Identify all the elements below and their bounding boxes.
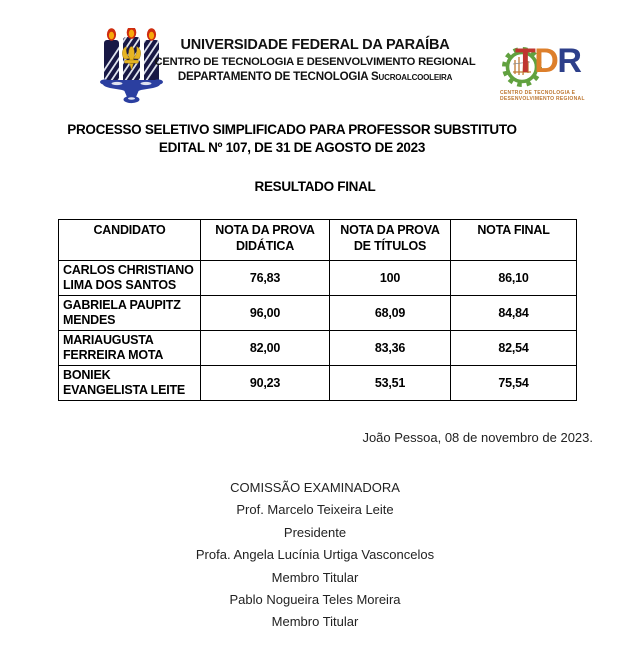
committee-member-name: Pablo Nogueira Teles Moreira (229, 592, 401, 608)
column-header-nota-didatica: NOTA DA PROVA DIDÁTICA (201, 220, 330, 261)
examining-committee (0, 477, 630, 634)
committee-heading: COMISSÃO EXAMINADORA (230, 480, 400, 495)
committee-member-role: Membro Titular (271, 614, 359, 630)
ctdr-caption-line1: CENTRO DE TECNOLOGIA E (500, 90, 576, 96)
didactic-score-cell: 76,83 (201, 261, 330, 296)
didactic-score-cell: 82,00 (201, 331, 330, 366)
titles-score-cell: 53,51 (330, 366, 451, 401)
didactic-score-cell: 90,23 (201, 366, 330, 401)
titles-score-cell: 83,36 (330, 331, 451, 366)
column-header-nota-final: NOTA FINAL (451, 220, 577, 261)
result-heading: RESULTADO FINAL (254, 179, 376, 194)
ctdr-letter-r: R (557, 42, 581, 80)
committee-member-role: Presidente (283, 524, 347, 540)
final-score-cell: 86,10 (451, 261, 577, 296)
ctdr-logo (499, 40, 591, 106)
ctdr-letters (515, 44, 580, 78)
committee-member-name: Profa. Angela Lucínia Urtiga Vasconcelos (195, 547, 435, 563)
candidate-name-cell: MARIAUGUSTA FERREIRA MOTA (59, 331, 201, 366)
edital-line: EDITAL Nº 107, DE 31 DE AGOSTO DE 2023 (158, 139, 426, 155)
titles-score-cell: 100 (330, 261, 451, 296)
table-row (59, 261, 577, 296)
didactic-score-cell: 96,00 (201, 296, 330, 331)
titles-score-cell: 68,09 (330, 296, 451, 331)
ctdr-caption-line2: DESENVOLVIMENTO REGIONAL (500, 96, 585, 102)
candidate-name-cell: GABRIELA PAUPITZ MENDES (59, 296, 201, 331)
process-title-line: PROCESSO SELETIVO SIMPLIFICADO PARA PROFESSOR SUBSTITUTO (67, 122, 517, 137)
ctdr-letter-d: D (534, 42, 558, 80)
column-header-candidato: CANDIDATO (59, 220, 201, 261)
column-header-nota-titulos: NOTA DA PROVA DE TÍTULOS (330, 220, 451, 261)
committee-member-name: Prof. Marcelo Teixeira Leite (236, 502, 394, 518)
committee-member-role: Membro Titular (271, 569, 359, 585)
table-row (59, 296, 577, 331)
university-name: UNIVERSIDADE FEDERAL DA PARAÍBA (180, 37, 450, 53)
table-row (59, 366, 577, 401)
ctdr-letter-t: T (515, 42, 535, 80)
final-score-cell: 75,54 (451, 366, 577, 401)
center-name: CENTRO DE TECNOLOGIA E DESENVOLVIMENTO REGIONAL (154, 56, 476, 68)
candidate-name-cell: BONIEK EVANGELISTA LEITE (59, 366, 201, 401)
document-title (0, 121, 584, 156)
final-score-cell: 82,54 (451, 331, 577, 366)
final-score-cell: 84,84 (451, 296, 577, 331)
ctdr-caption (500, 90, 585, 102)
date-line: João Pessoa, 08 de novembro de 2023. (362, 430, 593, 445)
candidate-name-cell: CARLOS CHRISTIANO LIMA DOS SANTOS (59, 261, 201, 296)
table-header-row (59, 220, 577, 261)
results-table (58, 219, 577, 401)
table-row (59, 331, 577, 366)
department-name: DEPARTAMENTO DE TECNOLOGIA Sucroalcooleira (177, 69, 453, 83)
